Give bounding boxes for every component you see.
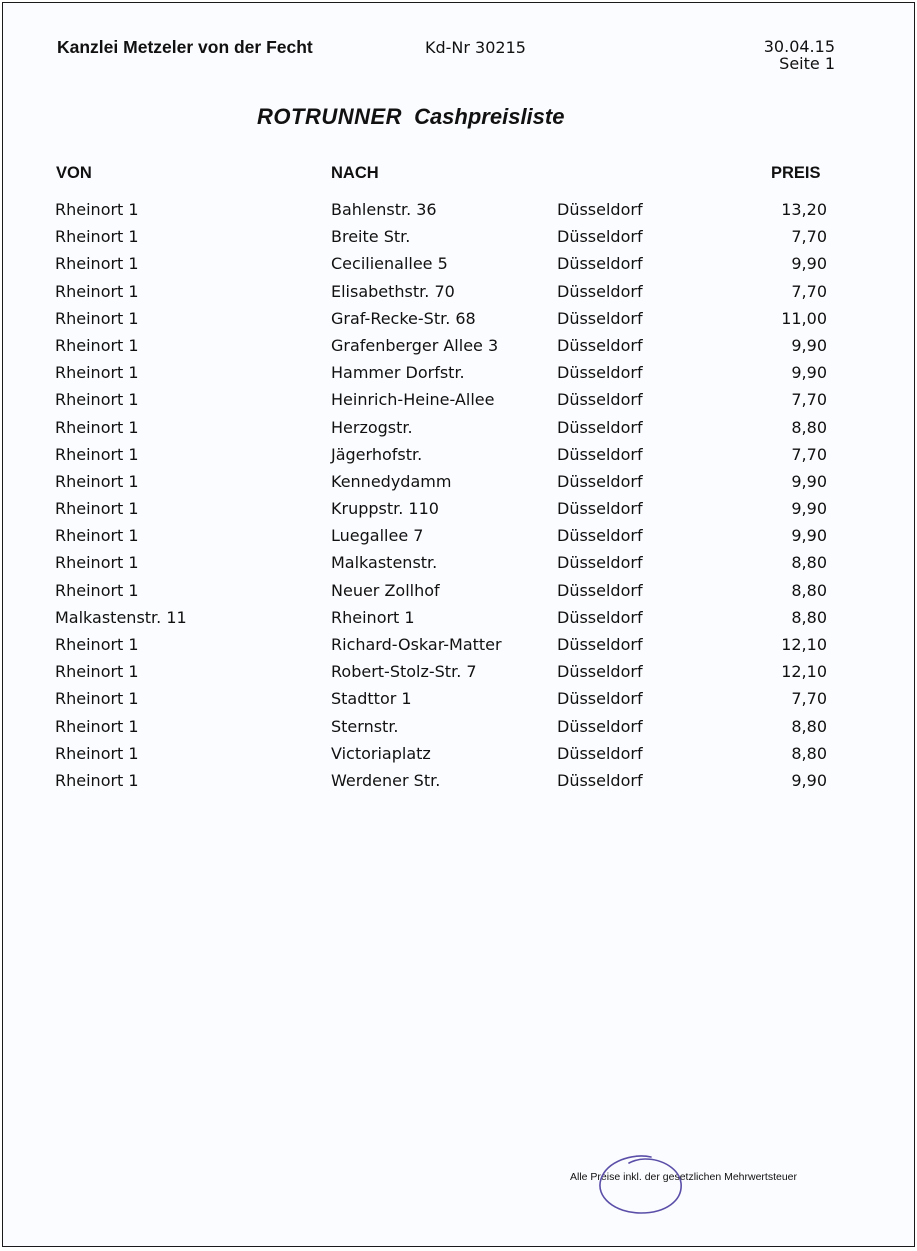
cell-price: 9,90	[791, 526, 827, 546]
cell-city: Düsseldorf	[557, 743, 643, 763]
cell-city: Düsseldorf	[557, 580, 643, 600]
cell-price: 9,90	[791, 335, 827, 355]
cell-price: 13,20	[781, 200, 827, 219]
column-header-from: VON	[56, 164, 92, 182]
cell-to: Herzogstr.	[331, 417, 413, 437]
table-row	[3, 199, 914, 226]
cell-from: Rheinort 1	[55, 689, 139, 709]
cell-price: 7,70	[791, 390, 827, 410]
table-row	[3, 580, 914, 607]
cell-to: Jägerhofstr.	[331, 444, 423, 464]
table-row	[3, 716, 914, 743]
cell-from: Rheinort 1	[55, 716, 139, 736]
cell-to: Kruppstr. 110	[331, 499, 439, 519]
price-list-page	[2, 2, 915, 1247]
cell-from: Rheinort 1	[55, 743, 139, 763]
cell-from: Rheinort 1	[55, 363, 139, 383]
cell-to: Robert-Stolz-Str. 7	[331, 662, 477, 682]
table-row	[3, 743, 914, 770]
table-row	[3, 661, 914, 688]
cell-to: Hammer Dorfstr.	[331, 363, 465, 383]
cell-from: Rheinort 1	[55, 335, 139, 355]
cell-price: 9,90	[791, 770, 827, 790]
cell-city: Düsseldorf	[557, 200, 643, 219]
table-row	[3, 253, 914, 280]
cell-city: Düsseldorf	[557, 716, 643, 736]
cell-to: Elisabethstr. 70	[331, 281, 455, 301]
pen-circle-mark	[593, 1153, 689, 1217]
column-header-to: NACH	[331, 164, 379, 182]
firm-name: Kanzlei Metzeler von der Fecht	[57, 37, 313, 57]
cell-from: Rheinort 1	[55, 580, 139, 600]
cell-city: Düsseldorf	[557, 417, 643, 437]
cell-to: Bahlenstr. 36	[331, 200, 437, 219]
cell-to: Stadttor 1	[331, 689, 412, 709]
date-block	[764, 38, 835, 72]
table-row	[3, 281, 914, 308]
price-table	[3, 199, 914, 797]
table-row	[3, 688, 914, 715]
page-number: Seite 1	[779, 54, 835, 73]
cell-city: Düsseldorf	[557, 553, 643, 573]
cell-city: Düsseldorf	[557, 390, 643, 410]
table-row	[3, 389, 914, 416]
cell-price: 8,80	[791, 553, 827, 573]
cell-from: Rheinort 1	[55, 200, 139, 219]
cell-from: Rheinort 1	[55, 281, 139, 301]
cell-price: 9,90	[791, 499, 827, 519]
table-row	[3, 417, 914, 444]
cell-to: Breite Str.	[331, 227, 411, 247]
cell-to: Graf-Recke-Str. 68	[331, 308, 476, 328]
cell-from: Rheinort 1	[55, 526, 139, 546]
cell-to: Victoriaplatz	[331, 743, 431, 763]
cell-to: Kennedydamm	[331, 471, 452, 491]
table-row	[3, 552, 914, 579]
cell-from: Rheinort 1	[55, 227, 139, 247]
cell-price: 8,80	[791, 607, 827, 627]
cell-price: 7,70	[791, 227, 827, 247]
pen-circle-stroke	[600, 1156, 681, 1213]
cell-to: Cecilienallee 5	[331, 254, 448, 274]
table-row	[3, 335, 914, 362]
cell-from: Rheinort 1	[55, 417, 139, 437]
cell-price: 7,70	[791, 281, 827, 301]
table-row	[3, 444, 914, 471]
cell-price: 8,80	[791, 716, 827, 736]
cell-price: 12,10	[781, 662, 827, 682]
cell-city: Düsseldorf	[557, 444, 643, 464]
cell-price: 7,70	[791, 444, 827, 464]
cell-to: Sternstr.	[331, 716, 399, 736]
cell-to: Rheinort 1	[331, 607, 415, 627]
cell-city: Düsseldorf	[557, 770, 643, 790]
cell-city: Düsseldorf	[557, 471, 643, 491]
cell-to: Werdener Str.	[331, 770, 441, 790]
cell-city: Düsseldorf	[557, 281, 643, 301]
cell-city: Düsseldorf	[557, 689, 643, 709]
cell-from: Rheinort 1	[55, 770, 139, 790]
cell-price: 7,70	[791, 689, 827, 709]
cell-from: Malkastenstr. 11	[55, 607, 187, 627]
cell-city: Düsseldorf	[557, 635, 643, 654]
cell-city: Düsseldorf	[557, 607, 643, 627]
table-row	[3, 362, 914, 389]
cell-to: Heinrich-Heine-Allee	[331, 390, 495, 410]
cell-to: Richard-Oskar-Matter	[331, 635, 502, 654]
title-text: Cashpreisliste	[414, 104, 565, 129]
cell-city: Düsseldorf	[557, 335, 643, 355]
cell-from: Rheinort 1	[55, 662, 139, 682]
cell-from: Rheinort 1	[55, 471, 139, 491]
table-row	[3, 226, 914, 253]
cell-price: 9,90	[791, 471, 827, 491]
customer-number: Kd-Nr 30215	[425, 38, 526, 57]
cell-to: Malkastenstr.	[331, 553, 438, 573]
cell-from: Rheinort 1	[55, 390, 139, 410]
table-row	[3, 525, 914, 552]
document-title	[257, 104, 564, 130]
cell-city: Düsseldorf	[557, 526, 643, 546]
cell-price: 12,10	[781, 635, 827, 654]
cell-city: Düsseldorf	[557, 254, 643, 274]
cell-to: Grafenberger Allee 3	[331, 335, 499, 355]
cell-from: Rheinort 1	[55, 553, 139, 573]
table-row	[3, 308, 914, 335]
brand-name: ROTRUNNER	[257, 104, 403, 129]
cell-to: Luegallee 7	[331, 526, 424, 546]
document-date: 30.04.15	[763, 37, 835, 56]
cell-price: 8,80	[791, 743, 827, 763]
table-row	[3, 607, 914, 634]
table-row	[3, 471, 914, 498]
cell-price: 8,80	[791, 580, 827, 600]
cell-price: 11,00	[781, 308, 827, 328]
cell-city: Düsseldorf	[557, 227, 643, 247]
table-row	[3, 634, 914, 661]
table-row	[3, 498, 914, 525]
cell-price: 9,90	[791, 363, 827, 383]
cell-from: Rheinort 1	[55, 499, 139, 519]
cell-price: 8,80	[791, 417, 827, 437]
cell-city: Düsseldorf	[557, 499, 643, 519]
cell-city: Düsseldorf	[557, 662, 643, 682]
cell-from: Rheinort 1	[55, 308, 139, 328]
cell-to: Neuer Zollhof	[331, 580, 440, 600]
vat-note: Alle Preise inkl. der gesetzlichen Mehrwertsteuer	[570, 1171, 798, 1183]
cell-city: Düsseldorf	[557, 363, 643, 383]
cell-city: Düsseldorf	[557, 308, 643, 328]
cell-from: Rheinort 1	[55, 254, 139, 274]
cell-price: 9,90	[791, 254, 827, 274]
table-row	[3, 770, 914, 797]
cell-from: Rheinort 1	[55, 444, 139, 464]
cell-from: Rheinort 1	[55, 635, 139, 654]
column-header-price: PREIS	[771, 164, 821, 182]
